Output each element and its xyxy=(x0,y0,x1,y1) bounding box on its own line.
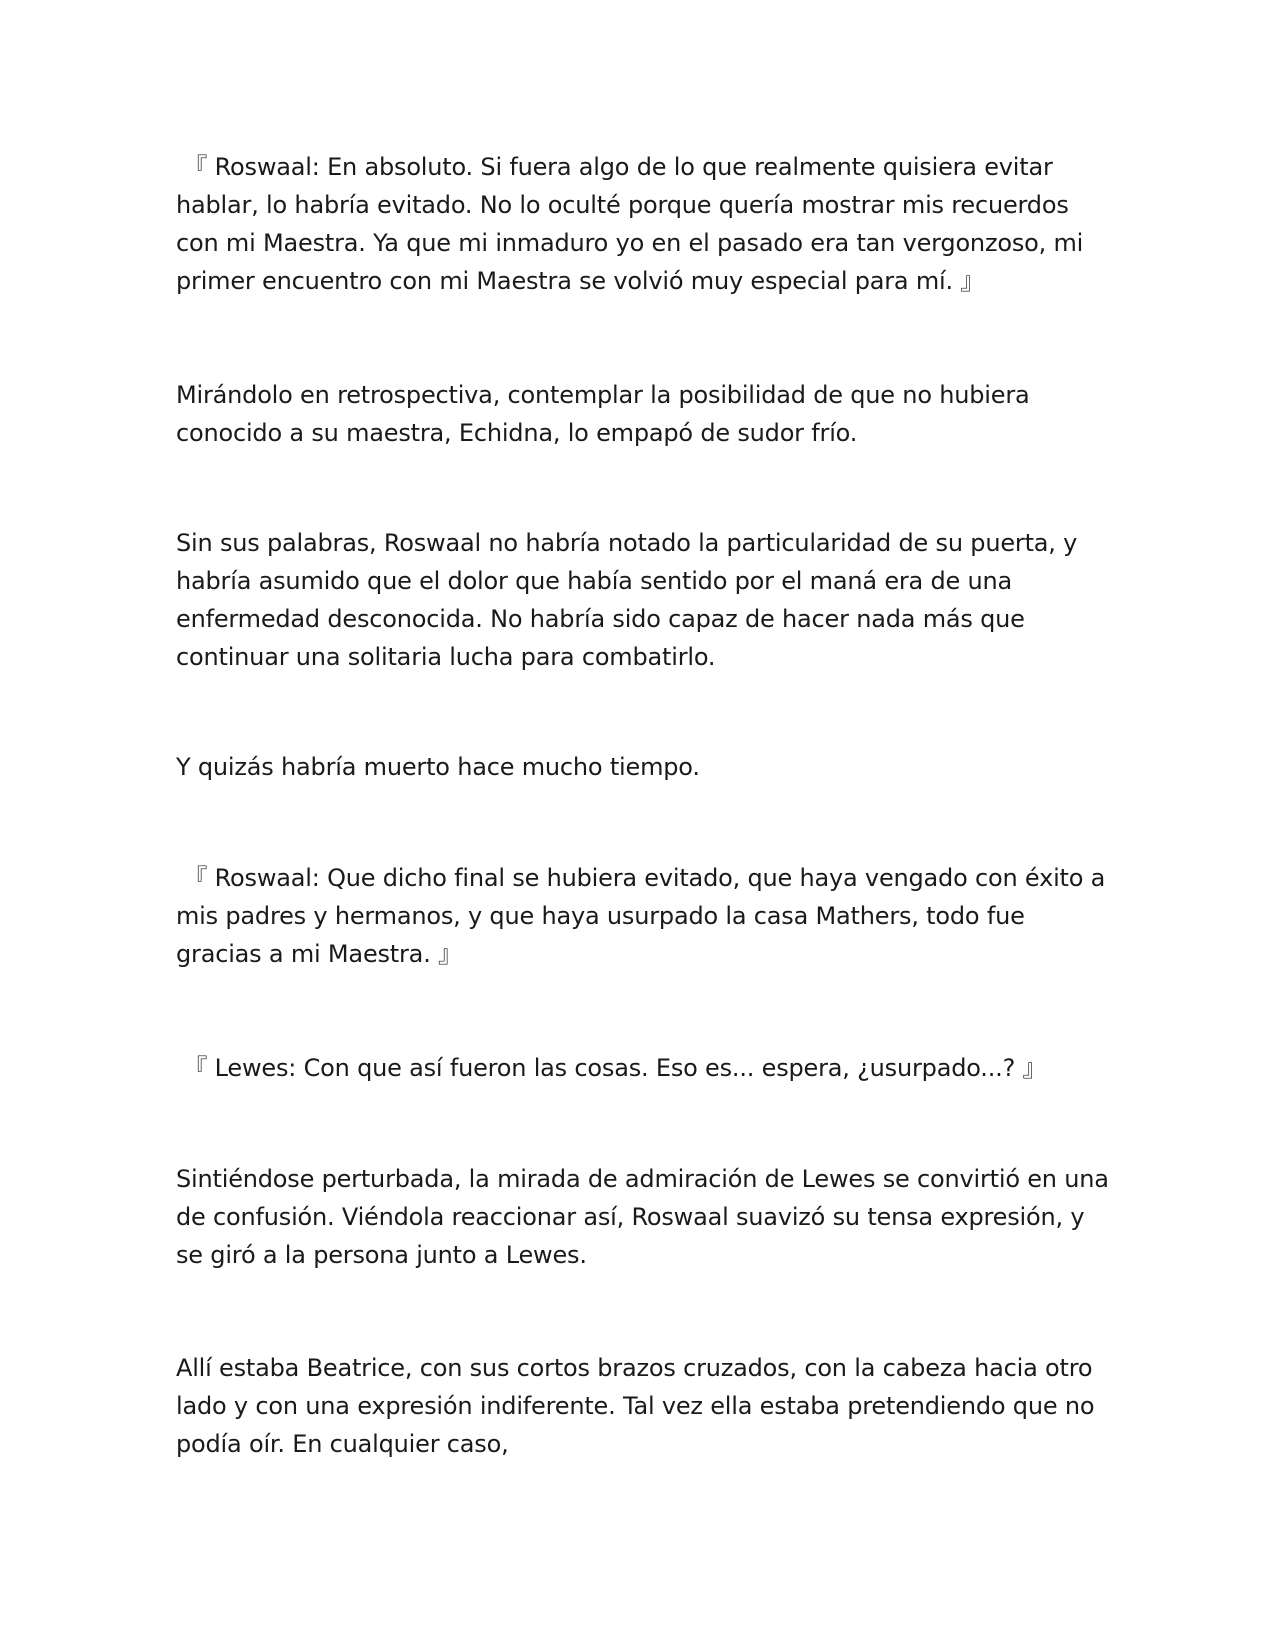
paragraph-roswaal-dialogue-2: 『 Roswaal: Que dicho final se hubiera evitado, que haya vengado con éxito a mis padres y hermanos, y que haya usurpado la casa Mathers, todo fue gracias a mi Maestra. 』 xyxy=(176,864,1106,968)
paragraph-lewes-confusion: Sintiéndose perturbada, la mirada de admiración de Lewes se convirtió en una de confusión. Viéndola reaccionar así, Roswaal suavizó su tensa expresión, y se giró a la persona junto a Lewes. xyxy=(176,1165,1109,1269)
paragraph-would-have-died: Y quizás habría muerto hace mucho tiempo. xyxy=(176,753,700,781)
paragraph-lewes-dialogue: 『 Lewes: Con que así fueron las cosas. Eso es... espera, ¿usurpado...? 』 xyxy=(176,1054,1047,1082)
paragraph-roswaal-dialogue-1: 『 Roswaal: En absoluto. Si fuera algo de lo que realmente quisiera evitar hablar, lo habría evitado. No lo oculté porque quería mostrar mis recuerdos con mi Maestra. Ya que mi inmaduro yo en el pasado era tan vergonzoso, mi primer encuentro con mi Maestra se volvió muy especial para mí. 』 xyxy=(176,153,1084,295)
paragraph-without-her-words: Sin sus palabras, Roswaal no habría notado la particularidad de su puerta, y habría asumido que el dolor que había sentido por el maná era de una enfermedad desconocida. No habría sido capaz de hacer nada más que continuar una solitaria lucha para combatirlo. xyxy=(176,529,1078,671)
paragraph-beatrice: Allí estaba Beatrice, con sus cortos brazos cruzados, con la cabeza hacia otro lado y con una expresión indiferente. Tal vez ella estaba pretendiendo que no podía oír. En cualquier caso, xyxy=(176,1354,1095,1458)
paragraph-retrospective: Mirándolo en retrospectiva, contemplar la posibilidad de que no hubiera conocido a su maestra, Echidna, lo empapó de sudor frío. xyxy=(176,381,1030,447)
